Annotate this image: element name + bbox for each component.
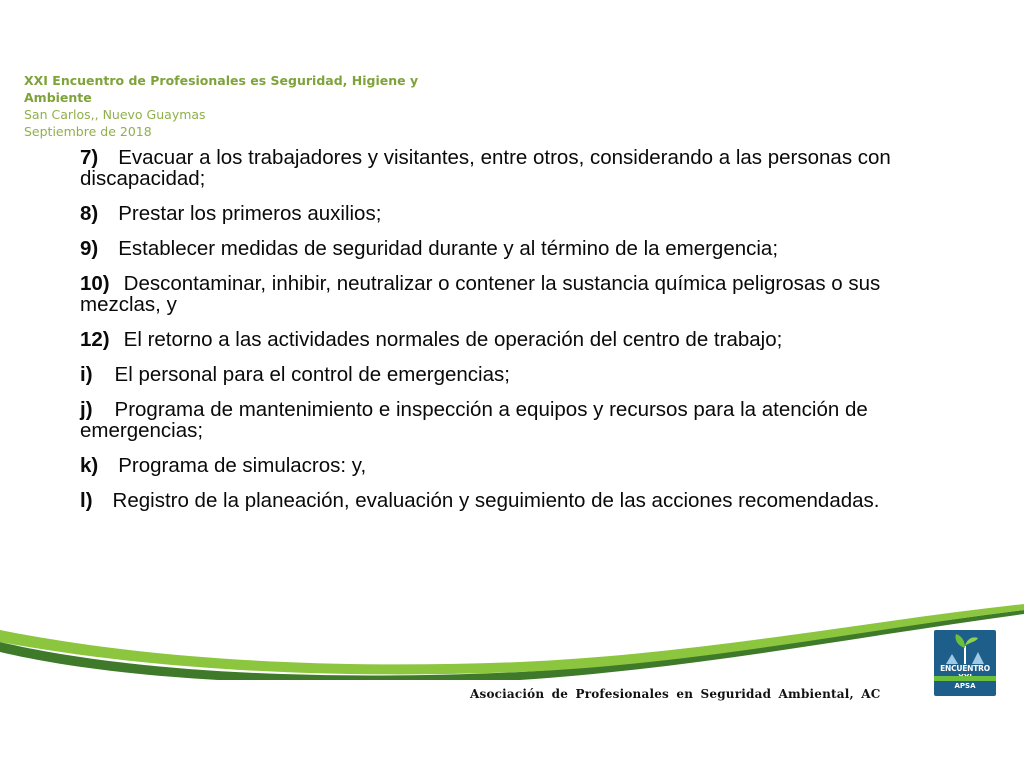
item-text: Descontaminar, inhibir, neutralizar o contener la sustancia química peligrosas o sus mezclas, y xyxy=(80,272,881,316)
emergency-actions-list xyxy=(80,147,960,525)
encuentro-logo xyxy=(934,630,996,696)
list-item xyxy=(80,147,960,189)
item-number: i) xyxy=(80,363,93,386)
sprout-icon xyxy=(934,630,996,666)
item-number: 7) xyxy=(80,146,99,169)
list-item xyxy=(80,329,960,350)
list-item xyxy=(80,399,960,441)
item-text: Establecer medidas de seguridad durante y al término de la emergencia; xyxy=(118,237,779,260)
event-location: San Carlos,, Nuevo Guaymas xyxy=(24,107,206,122)
logo-acronym: APSA xyxy=(954,682,976,690)
item-number: 9) xyxy=(80,237,99,260)
item-text: El retorno a las actividades normales de operación del centro de trabajo; xyxy=(123,328,783,351)
item-number: k) xyxy=(80,454,99,477)
event-title: XXI Encuentro de Profesionales es Seguridad, Higiene y xyxy=(24,73,419,88)
item-text: Programa de simulacros: y, xyxy=(118,454,367,477)
list-item xyxy=(80,455,960,476)
item-text: El personal para el control de emergencias; xyxy=(114,363,510,386)
list-item xyxy=(80,238,960,259)
list-item xyxy=(80,490,960,511)
item-text: Evacuar a los trabajadores y visitantes, entre otros, considerando a las personas con discapacidad; xyxy=(80,146,891,190)
item-text: Registro de la planeación, evaluación y seguimiento de las acciones recomendadas. xyxy=(112,489,880,512)
item-number: l) xyxy=(80,489,93,512)
item-text: Prestar los primeros auxilios; xyxy=(118,202,382,225)
item-number: 8) xyxy=(80,202,99,225)
list-item xyxy=(80,273,960,315)
item-number: 12) xyxy=(80,328,110,351)
item-number: j) xyxy=(80,398,93,421)
list-item xyxy=(80,364,960,385)
logo-band xyxy=(934,676,996,681)
event-title-cont: Ambiente xyxy=(24,90,92,105)
swoosh-light-band xyxy=(0,604,1024,674)
item-number: 10) xyxy=(80,272,110,295)
slide-header xyxy=(24,72,454,140)
list-item xyxy=(80,203,960,224)
association-name: Asociación de Profesionales en Seguridad Ambiental, AC xyxy=(470,687,881,701)
logo-text: ENCUENTRO xyxy=(940,664,990,673)
event-date: Septiembre de 2018 xyxy=(24,124,152,139)
green-swoosh-decoration xyxy=(0,600,1024,680)
item-text: Programa de mantenimiento e inspección a equipos y recursos para la atención de emergencias; xyxy=(80,398,868,442)
